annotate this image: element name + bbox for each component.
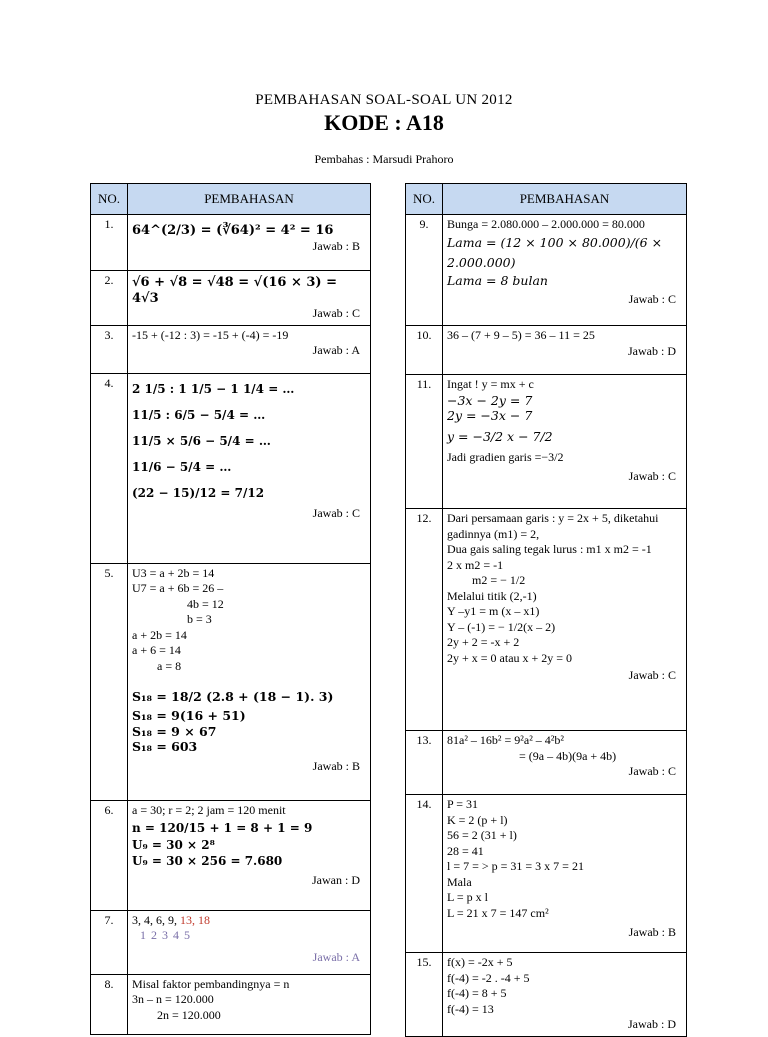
text-line: L = 21 x 7 = 147 cm² — [447, 905, 549, 920]
row-content — [443, 953, 687, 1037]
col-pembahasan-header: PEMBAHASAN — [443, 184, 687, 215]
text-line: f(-4) = -2 . -4 + 5 — [447, 970, 530, 985]
text-line: Ingat ! y = mx + c — [447, 377, 534, 391]
math-line: √6 + √8 = √48 = √(16 × 3) = 4√3 — [132, 275, 337, 306]
row-number: 10. — [406, 326, 443, 375]
table-row — [406, 326, 687, 375]
row-number: 5. — [91, 563, 128, 800]
row-content — [128, 215, 371, 271]
text-line: m2 = − 1/2 — [472, 573, 526, 587]
text-line: 81a² – 16b² = 9²a² – 4²b² — [447, 733, 565, 747]
row-content — [443, 375, 687, 509]
answer: Jawab : D — [628, 1017, 676, 1031]
row-content — [128, 910, 371, 974]
math-line: 11/5 × 5/6 − 5/4 = … — [132, 433, 271, 448]
text-line: P = 31 — [447, 797, 478, 811]
right-table — [405, 183, 687, 1037]
left-table — [90, 183, 371, 1035]
text-line: K = 2 (p + l) — [447, 812, 508, 827]
text-line: Y – (-1) = − 1/2(x – 2) — [447, 619, 556, 634]
text-line: f(-4) = 13 — [447, 1001, 494, 1016]
text-line: Dari persamaan garis : y = 2x + 5, diketahui gadinnya (m1) = 2, — [447, 511, 659, 541]
row-content — [128, 563, 371, 800]
answer: Jawab : C — [628, 764, 676, 778]
answer: Jawab : B — [312, 758, 360, 773]
row-number: 15. — [406, 953, 443, 1037]
answer: Jawan : D — [312, 873, 360, 887]
answer: Jawab : C — [628, 668, 676, 682]
row-number: 11. — [406, 375, 443, 509]
sequence-line — [132, 913, 366, 929]
table-row — [406, 795, 687, 953]
sequence-term: 13, — [180, 912, 198, 927]
row-content — [443, 509, 687, 731]
col-no-header: NO. — [91, 184, 128, 215]
answer: Jawab : A — [312, 343, 360, 357]
table-row — [406, 375, 687, 509]
text-line: a + 2b = 14 — [132, 627, 187, 642]
text-line: Mala — [447, 874, 472, 889]
row-number: 14. — [406, 795, 443, 953]
doc-code: KODE : A18 — [324, 110, 444, 135]
math-line: (22 − 15)/12 = 7/12 — [132, 485, 265, 500]
table-row — [91, 800, 371, 910]
text-line: f(-4) = 8 + 5 — [447, 986, 507, 1000]
table-row — [91, 215, 371, 271]
row-number: 1. — [91, 215, 128, 271]
text-line: = (9a – 4b)(9a + 4b) — [519, 748, 617, 763]
text-line: 4b = 12 — [187, 596, 224, 611]
row-content — [128, 800, 371, 910]
row-content — [443, 795, 687, 953]
doc-title: PEMBAHASAN SOAL-SOAL UN 2012 — [255, 92, 513, 108]
text-line: b = 3 — [187, 612, 212, 626]
math-line: n = 120/15 + 1 = 8 + 1 = 9 — [132, 821, 313, 835]
text-line: 2y + 2 = -x + 2 — [447, 635, 520, 649]
math-line: Lama = 8 bulan — [447, 272, 548, 288]
math-line: S₁₈ = 18/2 (2.8 + (18 − 1). 3) — [132, 689, 334, 704]
table-row — [406, 731, 687, 795]
table-row — [406, 953, 687, 1037]
row-content — [128, 373, 371, 563]
answer: Jawab : D — [628, 343, 676, 358]
math-line: S₁₈ = 9 × 67 — [132, 723, 217, 739]
math-line: S₁₈ = 603 — [132, 739, 198, 754]
text-line: a = 30; r = 2; 2 jam = 120 menit — [132, 802, 286, 817]
answer: Jawab : C — [312, 306, 360, 320]
text-line: 36 – (7 + 9 – 5) = 36 – 11 = 25 — [447, 328, 595, 342]
math-line: S₁₈ = 9(16 + 51) — [132, 708, 246, 723]
math-line: 11/5 : 6/5 − 5/4 = … — [132, 407, 266, 422]
doc-author: Pembahas : Marsudi Prahoro — [314, 152, 454, 166]
answer: Jawab : A — [312, 949, 360, 964]
row-number: 8. — [91, 974, 128, 1034]
sequence-term: 6, — [156, 912, 168, 927]
table-row — [406, 509, 687, 731]
table-row — [91, 910, 371, 974]
row-number: 2. — [91, 271, 128, 326]
text-line: a + 6 = 14 — [132, 643, 181, 657]
math-line: U₉ = 30 × 256 = 7.680 — [132, 853, 283, 868]
row-content — [443, 731, 687, 795]
answer: Jawab : C — [312, 505, 360, 520]
answer: Jawab : C — [628, 469, 676, 483]
text-line: 2y + x = 0 atau x + 2y = 0 — [447, 650, 573, 665]
text-line: Y –y1 = m (x – x1) — [447, 604, 540, 618]
math-line: U₉ = 30 × 2⁸ — [132, 838, 215, 852]
answer: Jawab : B — [628, 925, 676, 939]
text-line: Dua gais saling tegak lurus : m1 x m2 = -1 — [447, 542, 652, 556]
text-line: l = 7 = > p = 31 = 3 x 7 = 21 — [447, 859, 584, 873]
text-line: Jadi gradien garis =−3/2 — [447, 449, 564, 464]
row-number: 12. — [406, 509, 443, 731]
text-line: 56 = 2 (31 + l) — [447, 828, 517, 842]
text-line: L = p x l — [447, 890, 488, 904]
table-header — [406, 184, 687, 215]
sequence-term: 4, — [144, 912, 156, 927]
table-row — [91, 563, 371, 800]
text-line: -15 + (-12 : 3) = -15 + (-4) = -19 — [132, 327, 289, 342]
row-number: 9. — [406, 215, 443, 326]
text-line: a = 8 — [157, 658, 182, 673]
answer: Jawab : C — [628, 292, 676, 306]
difference-line: 1 2 3 4 5 — [140, 928, 190, 942]
row-number: 6. — [91, 800, 128, 910]
sequence-term: 9, — [168, 912, 180, 927]
table-header — [91, 184, 371, 215]
math-line: 2y = −3x − 7 — [447, 408, 533, 423]
text-line: U7 = a + 6b = 26 – — [132, 581, 224, 595]
row-number: 4. — [91, 373, 128, 563]
text-line: f(x) = -2x + 5 — [447, 955, 513, 969]
table-row — [91, 974, 371, 1034]
sequence-term: 18 — [198, 912, 210, 927]
table-row — [91, 271, 371, 326]
table-row — [406, 215, 687, 326]
math-line: 64^(2/3) = (∛64)² = 4² = 16 — [132, 223, 334, 238]
row-content — [128, 974, 371, 1034]
table-row — [91, 325, 371, 373]
math-line: y = −3/2 x − 7/2 — [447, 428, 553, 444]
math-line: Lama = (12 × 100 × 80.000)/(6 × 2.000.000) — [447, 234, 663, 270]
text-line: Melalui titik (2,-1) — [447, 588, 537, 603]
table-row — [91, 373, 371, 563]
row-number: 3. — [91, 325, 128, 373]
sequence-text — [132, 913, 210, 927]
col-no-header: NO. — [406, 184, 443, 215]
math-line: 11/6 − 5/4 = … — [132, 459, 232, 474]
row-content — [443, 326, 687, 375]
answer: Jawab : B — [312, 238, 360, 253]
row-number: 7. — [91, 910, 128, 974]
row-number: 13. — [406, 731, 443, 795]
text-line: Bunga = 2.080.000 – 2.000.000 = 80.000 — [447, 217, 645, 231]
math-line: 2 1/5 : 1 1/5 − 1 1/4 = … — [132, 381, 295, 396]
row-content — [128, 325, 371, 373]
sequence-term: 3, — [132, 912, 144, 927]
text-line: 28 = 41 — [447, 843, 484, 858]
col-pembahasan-header: PEMBAHASAN — [128, 184, 371, 215]
text-line: U3 = a + 2b = 14 — [132, 565, 215, 580]
text-line: 3n – n = 120.000 — [132, 992, 214, 1006]
math-line: −3x − 2y = 7 — [447, 392, 533, 408]
text-line: 2 x m2 = -1 — [447, 557, 504, 572]
text-line: 2n = 120.000 — [157, 1007, 221, 1022]
text-line: Misal faktor pembandingnya = n — [132, 976, 290, 991]
row-content — [443, 215, 687, 326]
row-content — [128, 271, 371, 326]
